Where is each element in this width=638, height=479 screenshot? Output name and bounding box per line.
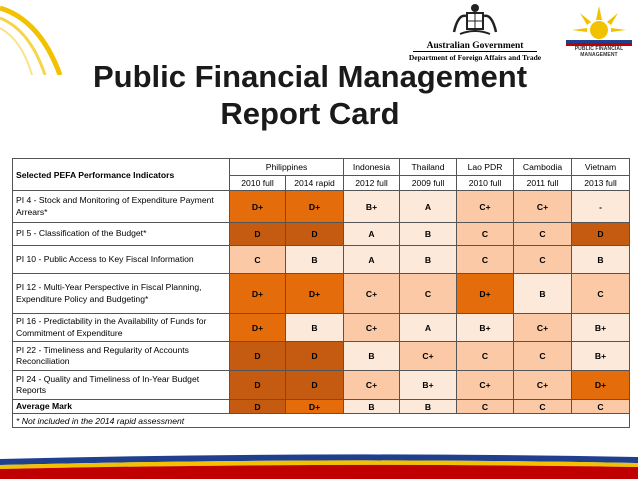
grade-cell: B	[344, 342, 400, 371]
grade-cell: B	[572, 246, 630, 274]
indicator-label: PI 22 - Timeliness and Regularity of Accounts Reconciliation	[13, 342, 230, 371]
grade-cell: -	[572, 191, 630, 223]
grade-cell: C+	[514, 191, 572, 223]
grade-cell: B+	[344, 191, 400, 223]
country-header-row	[13, 159, 630, 176]
year-header: 2009 full	[400, 176, 457, 191]
grade-cell: C	[514, 246, 572, 274]
year-header: 2010 full	[457, 176, 514, 191]
grade-cell: B	[400, 223, 457, 246]
grade-cell: C	[457, 223, 514, 246]
year-header: 2010 full	[230, 176, 286, 191]
gov-logo-line1: Australian Government	[426, 41, 524, 51]
footnote-row	[13, 414, 630, 428]
average-grade-cell: C	[457, 400, 514, 414]
grade-cell: B	[286, 314, 344, 342]
grade-cell: C	[457, 342, 514, 371]
country-header: Philippines	[230, 159, 344, 176]
grade-cell: A	[344, 223, 400, 246]
average-grade-cell: D	[230, 400, 286, 414]
average-label: Average Mark	[13, 400, 230, 414]
title-line-1: Public Financial Management	[92, 59, 528, 94]
grade-cell: D	[230, 371, 286, 400]
average-grade-cell: C	[572, 400, 630, 414]
grade-cell: D	[230, 223, 286, 246]
grade-cell: D+	[286, 191, 344, 223]
year-header: 2013 full	[572, 176, 630, 191]
grade-cell: B	[286, 246, 344, 274]
indicator-label: PI 24 - Quality and Timeliness of In-Year Budget Reports	[13, 371, 230, 400]
grade-cell: C	[572, 274, 630, 314]
page-title	[0, 58, 620, 132]
grade-cell: C	[514, 223, 572, 246]
average-grade-cell: D+	[286, 400, 344, 414]
bottom-flag-bar	[0, 453, 638, 479]
grade-cell: D+	[457, 274, 514, 314]
table-row	[13, 246, 630, 274]
average-grade-cell: B	[400, 400, 457, 414]
grade-cell: B+	[572, 314, 630, 342]
grade-cell: C+	[344, 274, 400, 314]
grade-cell: A	[344, 246, 400, 274]
table-row	[13, 371, 630, 400]
grade-cell: C+	[457, 371, 514, 400]
country-header: Cambodia	[514, 159, 572, 176]
grade-cell: C	[457, 246, 514, 274]
grade-cell: B	[514, 274, 572, 314]
grade-cell: D	[286, 223, 344, 246]
country-header: Vietnam	[572, 159, 630, 176]
year-header: 2011 full	[514, 176, 572, 191]
gov-logo-divider	[413, 51, 537, 52]
grade-cell: C+	[344, 314, 400, 342]
indicator-label: PI 4 - Stock and Monitoring of Expenditure Payment Arrears*	[13, 191, 230, 223]
grade-cell: C	[400, 274, 457, 314]
grade-cell: C+	[457, 191, 514, 223]
table-row	[13, 191, 630, 223]
report-card-table	[12, 158, 630, 428]
grade-cell: D	[286, 342, 344, 371]
average-grade-cell: C	[514, 400, 572, 414]
grade-cell: C+	[344, 371, 400, 400]
grade-cell: D+	[230, 191, 286, 223]
country-header: Thailand	[400, 159, 457, 176]
grade-cell: D	[230, 342, 286, 371]
grade-cell: D+	[572, 371, 630, 400]
title-line-2: Report Card	[220, 96, 400, 131]
coat-of-arms-icon	[450, 2, 500, 38]
grade-cell: A	[400, 191, 457, 223]
grade-cell: B	[400, 246, 457, 274]
average-grade-cell: B	[344, 400, 400, 414]
grade-cell: C	[230, 246, 286, 274]
grade-cell: D+	[286, 274, 344, 314]
grade-cell: C+	[514, 371, 572, 400]
indicator-label: PI 12 - Multi-Year Perspective in Fiscal Planning, Expenditure Policy and Budgeting*	[13, 274, 230, 314]
indicator-label: PI 16 - Predictability in the Availability of Funds for Commitment of Expenditure	[13, 314, 230, 342]
indicator-label: PI 5 - Classification of the Budget*	[13, 223, 230, 246]
grade-cell: D	[286, 371, 344, 400]
grade-cell: C	[514, 342, 572, 371]
grade-cell: D	[572, 223, 630, 246]
grade-cell: A	[400, 314, 457, 342]
gov-logo-line2: Department of Foreign Affairs and Trade	[408, 53, 542, 62]
grade-cell: B+	[457, 314, 514, 342]
average-row	[13, 400, 630, 414]
indicator-header: Selected PEFA Performance Indicators	[13, 159, 230, 191]
indicator-label: PI 10 - Public Access to Key Fiscal Information	[13, 246, 230, 274]
pfm-logo-text: PUBLIC FINANCIAL MANAGEMENT	[574, 46, 624, 58]
footnote: * Not included in the 2014 rapid assessment	[13, 414, 630, 428]
grade-cell: D+	[230, 274, 286, 314]
grade-cell: B+	[400, 371, 457, 400]
table-row	[13, 314, 630, 342]
country-header: Lao PDR	[457, 159, 514, 176]
year-header: 2012 full	[344, 176, 400, 191]
year-header: 2014 rapid	[286, 176, 344, 191]
sun-icon	[560, 0, 638, 46]
pfm-logo	[560, 0, 638, 62]
grade-cell: B+	[572, 342, 630, 371]
country-header: Indonesia	[344, 159, 400, 176]
grade-cell: C+	[400, 342, 457, 371]
table-row	[13, 342, 630, 371]
table-row	[13, 274, 630, 314]
table-row	[13, 223, 630, 246]
grade-cell: D+	[230, 314, 286, 342]
grade-cell: C+	[514, 314, 572, 342]
report-card-body	[13, 191, 630, 428]
